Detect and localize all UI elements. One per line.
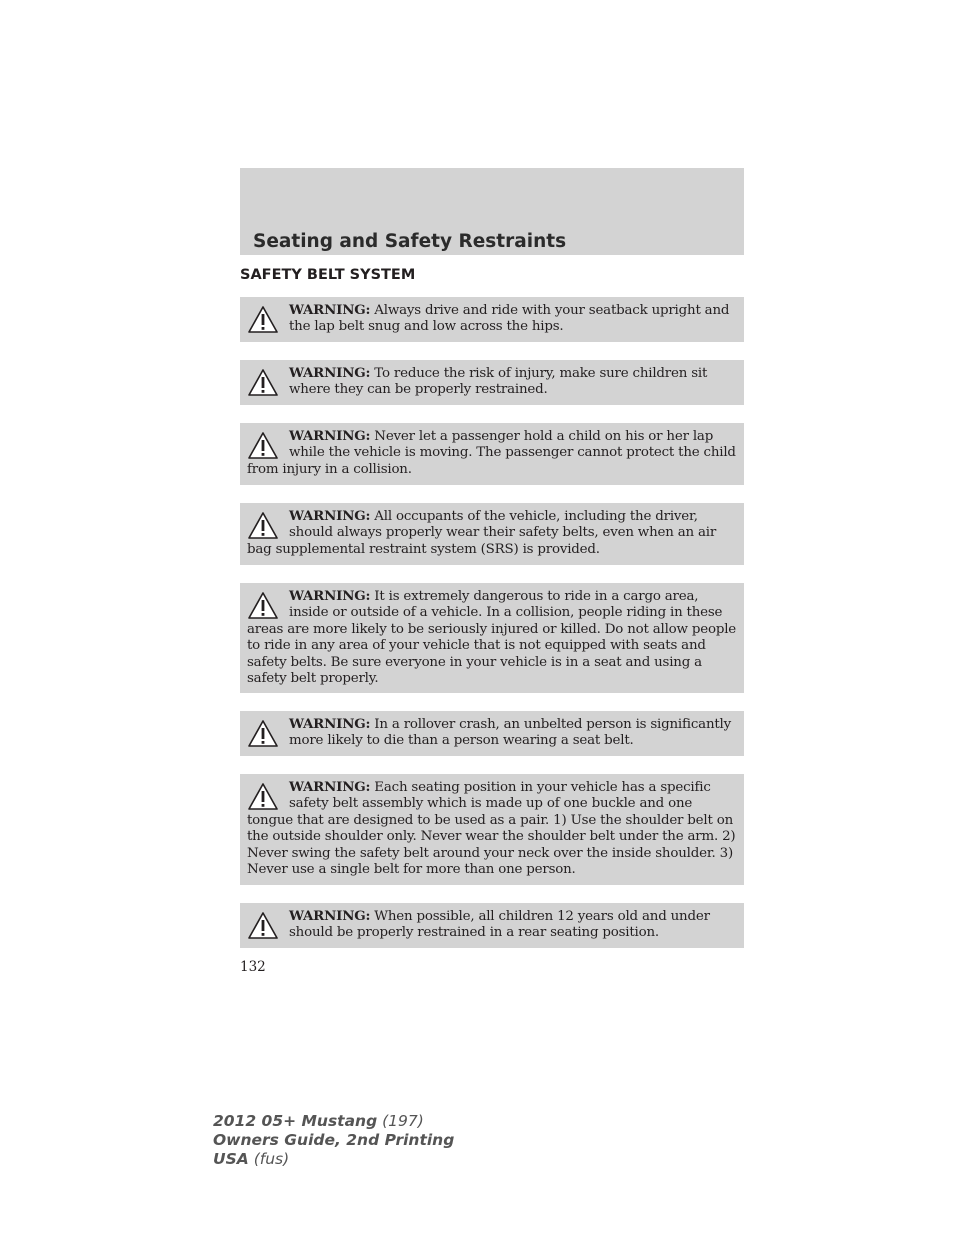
warning-label: WARNING: (289, 908, 371, 924)
warning-triangle-icon (247, 719, 279, 749)
page-number: 132 (240, 959, 266, 975)
warning-text (247, 365, 736, 399)
footer-line-1 (213, 1112, 454, 1131)
warning-body: Each seating position in your vehicle has a specific safety belt assembly which is made up of one buckle and one tongue that are designed to be used as a pair. 1) Use the shoulder belt on the outside shoulder only. Never wear the shoulder belt under the arm. 2) Never swing the safety belt around your neck over the inside shoulder. 3) Never use a single belt for more than one person. (247, 780, 736, 878)
warning-triangle-icon (247, 591, 279, 621)
warning-triangle-icon (247, 305, 279, 335)
footer-market: USA (213, 1150, 249, 1168)
warning-triangle-icon (247, 911, 279, 941)
warning-body: It is extremely dangerous to ride in a cargo area, inside or outside of a vehicle. In a collision, people riding in these areas are more likely to be seriously injured or killed. Do not allow people to ride in any area of your vehicle that is not equipped with seats and safety belts. Be sure everyone in your vehicle is in a seat and using a safety belt properly. (247, 589, 737, 687)
footer-model: 2012 05+ Mustang (213, 1112, 378, 1130)
warning-text (247, 908, 736, 942)
footer-market-code: (fus) (253, 1150, 290, 1168)
warning-body: Always drive and ride with your seatback upright and the lap belt snug and low across the hips. (289, 303, 730, 335)
footer-guide: Owners Guide, 2nd Printing (213, 1131, 455, 1149)
section-heading: SAFETY BELT SYSTEM (240, 267, 416, 283)
warning-box (240, 711, 744, 756)
warning-body: In a rollover crash, an unbelted person is significantly more likely to die than a person wearing a seat belt. (289, 717, 731, 749)
warning-label: WARNING: (289, 508, 371, 524)
warning-box (240, 774, 744, 885)
warning-triangle-icon (247, 431, 279, 461)
warning-text (247, 508, 736, 558)
section-header-band (240, 168, 744, 255)
warning-box (240, 360, 744, 405)
warning-label: WARNING: (289, 779, 371, 795)
warning-label: WARNING: (289, 588, 371, 604)
footer-model-code: (197) (382, 1112, 424, 1130)
warning-body: Never let a passenger hold a child on his or her lap while the vehicle is moving. The passenger cannot protect the child from injury in a collision. (247, 429, 736, 477)
warning-text (247, 588, 736, 687)
warning-text (247, 302, 736, 336)
warning-triangle-icon (247, 368, 279, 398)
footer-line-2 (213, 1131, 454, 1150)
warning-text (247, 716, 736, 750)
warning-triangle-icon (247, 782, 279, 812)
footer-line-3 (213, 1150, 454, 1169)
warning-text (247, 428, 736, 478)
warning-box (240, 903, 744, 948)
warning-box (240, 583, 744, 693)
warning-box (240, 297, 744, 342)
warning-label: WARNING: (289, 428, 371, 444)
warning-label: WARNING: (289, 716, 371, 732)
warning-body: All occupants of the vehicle, including the driver, should always properly wear their safety belts, even when an air bag supplemental restraint system (SRS) is provided. (247, 509, 717, 557)
warning-box (240, 503, 744, 565)
warning-label: WARNING: (289, 365, 371, 381)
warning-body: To reduce the risk of injury, make sure children sit where they can be properly restrained. (289, 366, 708, 398)
warning-body: When possible, all children 12 years old and under should be properly restrained in a rear seating position. (289, 909, 710, 941)
page-section-title: Seating and Safety Restraints (253, 231, 567, 252)
warning-label: WARNING: (289, 302, 371, 318)
document-footer (213, 1112, 454, 1169)
warning-text (247, 779, 736, 878)
warning-box (240, 423, 744, 485)
warning-triangle-icon (247, 511, 279, 541)
